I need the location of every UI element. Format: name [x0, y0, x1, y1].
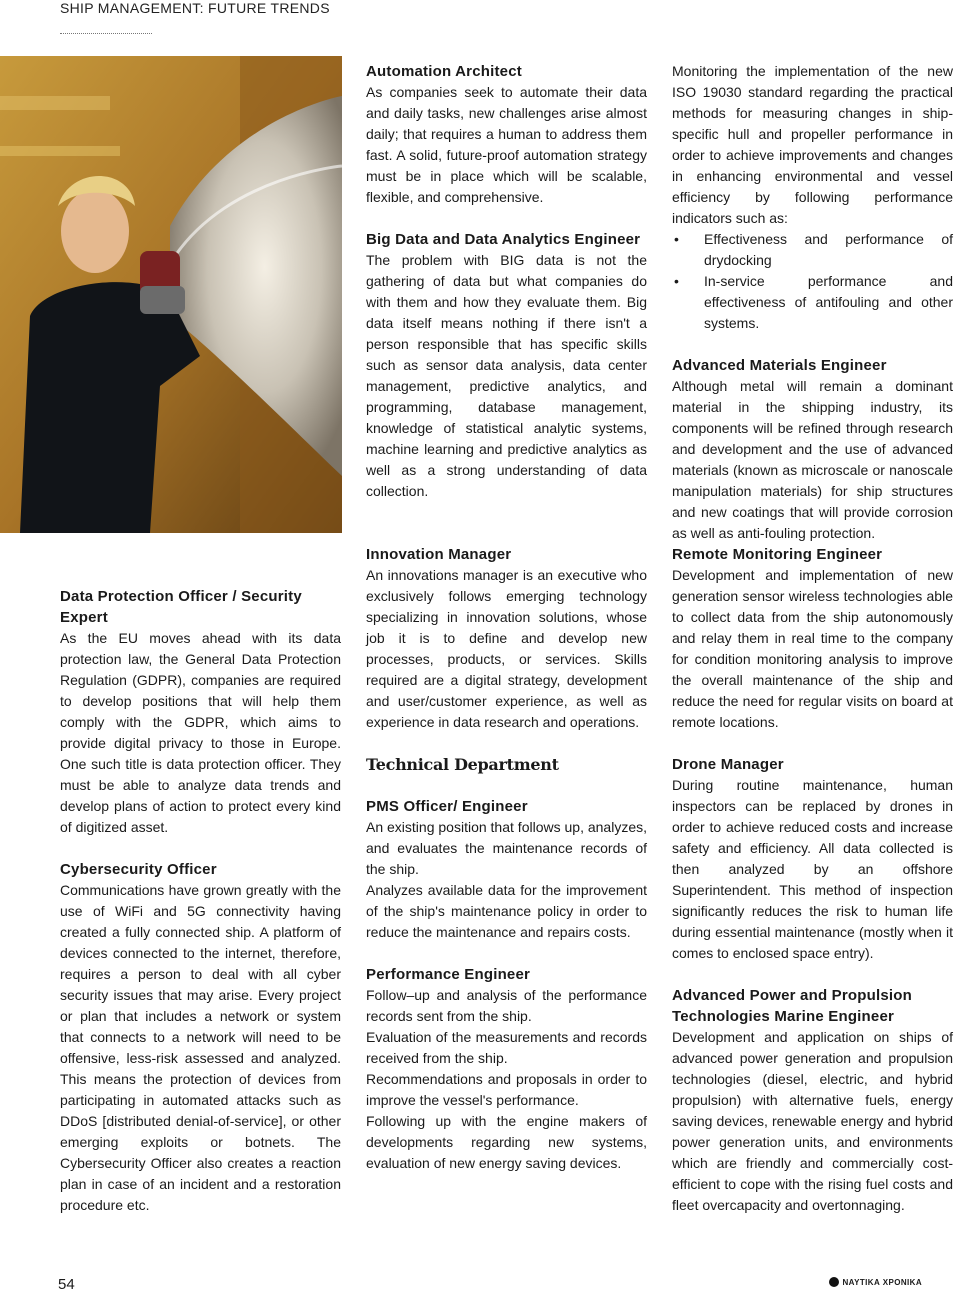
power-propulsion-heading: Advanced Power and Propulsion Technologies Marine Engineer: [672, 987, 913, 1025]
performance-paragraph-3: Recommendations and proposals in order to improve the vessel's performance.: [366, 1071, 647, 1108]
drone-manager-heading: Drone Manager: [672, 756, 784, 773]
bullet-icon: •: [674, 231, 679, 247]
header-dotted-rule: [60, 33, 152, 34]
dpo-paragraph: As the EU moves ahead with its data protection law, the General Data Protection Regulation (GDPR), companies are required to develop positions that will help them comply with the GDPR, which aims to provide digital privacy to those in Europe. One such title is data protection officer. They must be able to analyze data trends and develop plans of action to protect every kind of digitized asset.: [60, 630, 341, 835]
performance-engineer-heading: Performance Engineer: [366, 966, 531, 983]
pms-paragraph-1: An existing position that follows up, analyzes, and evaluates the maintenance records of the ship.: [366, 819, 647, 877]
column-right: [672, 61, 953, 544]
column-right-lower: [672, 544, 953, 1216]
power-propulsion-paragraph: Development and application on ships of advanced power generation and propulsion technologies (diesel, electric, and hybrid propulsion) with alternative fuels, energy saving devices, renewable energy and hybrid power generation units, and environments which are friendly and commercially cost-efficient to cope with the rising fuel costs and fleet overcapacity and overtonnaging.: [672, 1029, 953, 1213]
materials-paragraph: Although metal will remain a dominant material in the shipping industry, its components will be refined through research and development and the use of advanced materials (known as microscale or nanoscale manipulation materials) for ship structures and new coatings that will provide corrosion as well as anti-fouling protection.: [672, 378, 953, 541]
engineer-propeller-photo: [0, 56, 342, 533]
dpo-heading: Data Protection Officer / Security Expert: [60, 588, 302, 626]
bullet-icon: •: [674, 273, 679, 289]
performance-paragraph-2: Evaluation of the measurements and records received from the ship.: [366, 1029, 647, 1066]
remote-monitoring-heading: Remote Monitoring Engineer: [672, 546, 883, 563]
drone-manager-paragraph: During routine maintenance, human inspectors can be replaced by drones in order to achieve reduced costs and increase safety and efficiency. All data collected is then analyzed by an offshore Superintendent. This method of inspection significantly reduces the risk to human life during essential maintenance (mostly when it comes to enclosed space entry).: [672, 777, 953, 961]
cybersecurity-paragraph: Communications have grown greatly with the use of WiFi and 5G connectivity having created a fully connected ship. A platform of devices connected to the internet, therefore, requires a person to deal with all cyber security issues that may arise. Every project or plan that includes a network or system that connects to a network will need to be offensive, less-risk assessed and analyzed. This means the protection of devices from participating in automated attacks such as DDoS [distributed denial-of-service], or other emerging exploits or botnets. The Cybersecurity Officer also creates a reaction plan in case of an incident and a restoration procedure etc.: [60, 882, 341, 1213]
big-data-paragraph: The problem with BIG data is not the gathering of data but what companies do with them and how they evaluate them. Big data itself means nothing if there isn't a person responsible that has specific skills such as sensor data analysis, data center management, predictive analytics, and programming, database management, knowledge of statistical analytic systems, machine learning and predictive analytics as well as a strong understanding of data collection.: [366, 252, 647, 499]
page-number: 54: [58, 1276, 75, 1293]
automation-architect-heading: Automation Architect: [366, 63, 522, 80]
list-item: • Effectiveness and performance of drydocking: [674, 231, 953, 268]
column-middle-lower: [366, 544, 647, 1174]
remote-monitoring-paragraph: Development and implementation of new generation sensor wireless technologies able to collect data from the ship autonomously and relay them in real time to the company for condition monitoring analysis to improve the overall maintenance of the ship and reduce the need for regular visits on board at remote locations.: [672, 567, 953, 730]
innovation-manager-paragraph: An innovations manager is an executive who exclusively follows emerging technology specializing in innovation solutions, whose job it is to define and develop new processes, products, or services. Skills required are a digital strategy, development and user/customer experience, as well as experience in data research and operations.: [366, 567, 647, 730]
publisher-name: ΝΑΥΤΙΚΑ ΧΡΟΝΙΚΑ: [842, 1277, 922, 1287]
pms-officer-heading: PMS Officer/ Engineer: [366, 798, 528, 815]
automation-architect-paragraph: As companies seek to automate their data and daily tasks, new challenges arise almost daily; that requires a human to address them fast. A solid, future-proof automation strategy must be in place which will be scalable, flexible, and comprehensive.: [366, 84, 647, 205]
materials-engineer-heading: Advanced Materials Engineer: [672, 357, 887, 374]
page-header-title: SHIP MANAGEMENT: FUTURE TRENDS: [60, 0, 330, 16]
big-data-heading: Big Data and Data Analytics Engineer: [366, 231, 641, 248]
pms-paragraph-2: Analyzes available data for the improvement of the ship's maintenance policy in order to reduce the maintenance and repairs costs.: [366, 882, 647, 940]
cybersecurity-heading: Cybersecurity Officer: [60, 861, 217, 878]
technical-department-heading: Technical Department: [366, 755, 559, 774]
performance-paragraph-1: Follow–up and analysis of the performance records sent from the ship.: [366, 987, 647, 1024]
column-left: [60, 586, 341, 1216]
performance-indicator-list: [672, 229, 953, 334]
performance-paragraph-4: Following up with the engine makers of developments regarding new systems, evaluation of new energy saving devices.: [366, 1113, 647, 1171]
column-middle: [366, 61, 647, 502]
publisher-logo-icon: [829, 1277, 839, 1287]
monitoring-paragraph: Monitoring the implementation of the new ISO 19030 standard regarding the practical methods for measuring changes in ship-specific hull and propeller performance in order to achieve improvements and changes in enhancing environmental and vessel efficiency by following performance indicators such as:: [672, 63, 953, 226]
list-item: • In-service performance and effectiveness of antifouling and other systems.: [674, 273, 953, 331]
innovation-manager-heading: Innovation Manager: [366, 546, 512, 563]
publisher-logo: [829, 1277, 923, 1287]
